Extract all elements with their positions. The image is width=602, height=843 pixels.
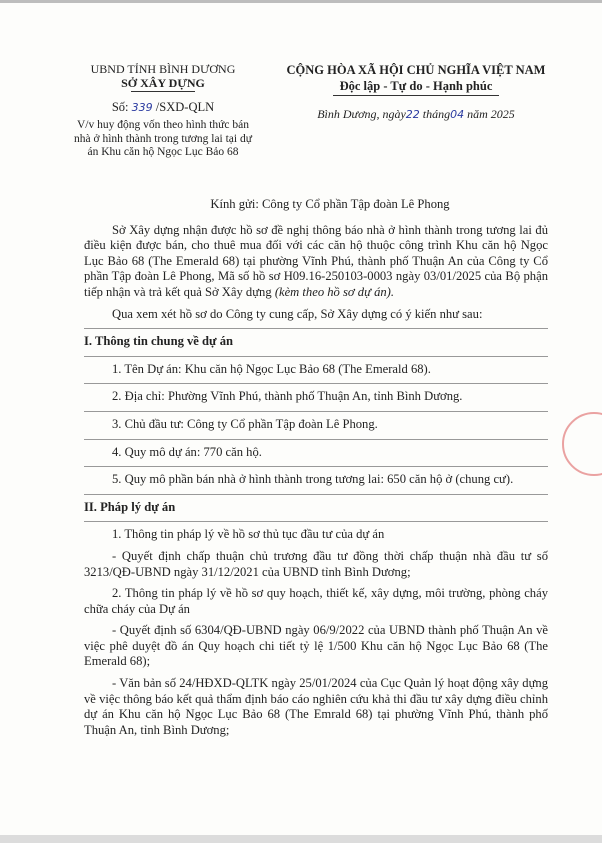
s2-paragraph-5: - Văn bản số 24/HĐXD-QLTK ngày 25/01/2024 của Cục Quản lý hoạt động xây dựng về việc thông báo kết quả thẩm định báo cáo nghiên cứu khả thi đầu tư xây dựng điều chỉnh dự án Khu căn hộ Ngọc Lục Bảo 68 (The Emrald 68) tại phường Vĩnh Phú, thành phố Thuận An, tỉnh Bình Dương; [84, 676, 548, 737]
divider [84, 328, 548, 329]
divider [84, 356, 548, 357]
document-body [84, 197, 548, 738]
red-seal-stamp [562, 412, 602, 476]
divider [84, 411, 548, 412]
intro-paragraph [84, 223, 548, 301]
scan-edge [0, 0, 602, 3]
s1-item-2: 2. Địa chỉ: Phường Vĩnh Phú, thành phố Thuận An, tỉnh Bình Dương. [112, 389, 463, 404]
section-1-title: I. Thông tin chung về dự án [84, 334, 234, 349]
s1-item-4: 4. Quy mô dự án: 770 căn hộ. [112, 444, 262, 459]
date-year: năm 2025 [467, 107, 515, 121]
intro-text: Sở Xây dựng nhận được hồ sơ đề nghị thông báo nhà ở hình thành trong tương lai đủ điều kiện được bán, cho thuê mua đối với các căn hộ thuộc công trình Khu căn hộ Ngọc Lục Bảo 68 (The Emerald 68) tại phường Vĩnh Phú, thành phố Thuận An của Công ty Cổ phần Tập đoàn Lê Phong, Mã số hồ sơ H09.16-250103-0003 ngày 03/01/2025 của Bộ phận tiếp nhận và trả kết quả Sở Xây dựng [84, 222, 548, 299]
s2-paragraph-4: - Quyết định số 6304/QĐ-UBND ngày 06/9/2022 của UBND thành phố Thuận An về việc phê duyệt đồ án Quy hoạch chi tiết tỷ lệ 1/500 Khu căn hộ Ngọc Lục Bảo 68 (The Emerald 68); [84, 623, 548, 669]
divider [84, 521, 548, 522]
doc-no-suffix: /SXD-QLN [155, 100, 215, 114]
divider [84, 494, 548, 495]
intro-italic: (kèm theo hồ sơ dự án). [274, 284, 395, 299]
s1-item-3: 3. Chủ đầu tư: Công ty Cổ phần Tập đoàn Lê Phong. [112, 416, 378, 431]
s2-paragraph-2: - Quyết định chấp thuận chủ trương đầu tư đồng thời chấp thuận nhà đầu tư số 3213/QĐ-UBND ngày 31/12/2021 của UBND tỉnh Bình Dương; [84, 548, 548, 579]
s1-item-5: 5. Quy mô phần bán nhà ở hình thành trong tương lai: 650 căn hộ ở (chung cư). [112, 472, 514, 487]
date-day: 22 [405, 108, 420, 121]
doc-no-handwritten: 339 [131, 101, 153, 114]
section-2-title: II. Pháp lý dự án [84, 499, 176, 514]
greeting: Kính gửi: Công ty Cổ phần Tập đoàn Lê Phong [210, 197, 450, 211]
divider [84, 466, 548, 467]
s1-item-1: 1. Tên Dự án: Khu căn hộ Ngọc Lục Bảo 68 (The Emerald 68). [112, 361, 431, 376]
agency-parent: UBND TỈNH BÌNH DƯƠNG [90, 62, 236, 76]
scan-bottom-edge [0, 835, 602, 843]
document-subject: V/v huy động vốn theo hình thức bán nhà ở hình thành trong tương lai tại dự án Khu căn hộ Ngọc Lục Bảo 68 [74, 119, 252, 158]
date-month-label: tháng [422, 107, 451, 121]
agency-name: SỞ XÂY DỰNG [121, 76, 205, 90]
national-motto: Độc lập - Tự do - Hạnh phúc [339, 79, 493, 93]
date-month: 04 [450, 108, 465, 121]
date-place: Bình Dương, ngày [317, 107, 406, 121]
s2-paragraph-1: 1. Thông tin pháp lý về hồ sơ thủ tục đầu tư của dự án [112, 527, 385, 542]
s2-paragraph-3: 2. Thông tin pháp lý về hồ sơ quy hoạch, thiết kế, xây dựng, môi trường, phòng cháy chữa cháy của Dự án [84, 586, 548, 616]
motto-underline [333, 95, 499, 96]
doc-no-prefix: Số: [111, 100, 129, 114]
divider [84, 383, 548, 384]
national-header [260, 62, 572, 123]
agency-underline [131, 91, 195, 92]
issuer-block [58, 62, 268, 160]
divider [84, 439, 548, 440]
issue-date [260, 106, 572, 123]
review-paragraph: Qua xem xét hồ sơ do Công ty cung cấp, Sở Xây dựng có ý kiến như sau: [112, 306, 483, 321]
document-number [58, 100, 268, 115]
nation-title: CỘNG HÒA XÃ HỘI CHỦ NGHĨA VIỆT NAM [286, 63, 546, 77]
